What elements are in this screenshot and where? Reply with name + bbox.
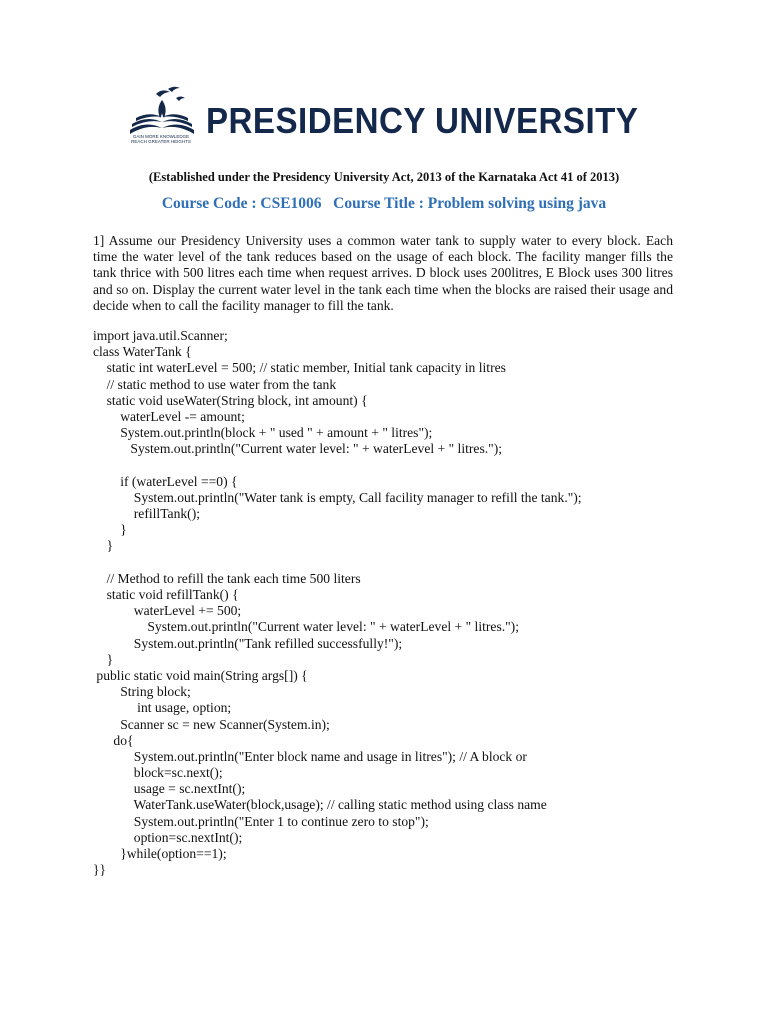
code-line: }: [93, 538, 114, 554]
code-line: System.out.println("Current water level: " + waterLevel + " litres.");: [93, 619, 519, 635]
code-line: System.out.println("Enter block name and usage in litres"); // A block or: [93, 748, 527, 764]
code-line: usage = sc.nextInt();: [93, 781, 246, 797]
question-text: 1] Assume our Presidency University uses a common water tank to supply water to every block. Each time the water level of the tank reduces based on the usage of each block. The facility manger fills the tank thrice with 500 litres each time when request arrives. D block uses 200litres, E Block uses 300 litres and so on. Display the current water level in the tank each time when the blocks are raised their usage and decide when to call the facility manager to fill the tank.: [93, 233, 673, 313]
code-line: }: [93, 522, 127, 538]
code-line: }while(option==1);: [93, 846, 227, 861]
code-line: System.out.println("Current water level: " + waterLevel + " litres.");: [93, 441, 502, 457]
code-line: if (waterLevel ==0) {: [93, 473, 238, 489]
code-line: System.out.println(block + " used " + amount + " litres");: [93, 425, 433, 441]
code-line: waterLevel -= amount;: [93, 408, 245, 424]
code-line: Scanner sc = new Scanner(System.in);: [93, 716, 330, 732]
code-line: System.out.println("Water tank is empty, Call facility manager to refill the tank.");: [93, 489, 582, 505]
code-line: // static method to use water from the tank: [93, 376, 337, 392]
code-line: System.out.println("Tank refilled successfully!");: [93, 635, 403, 651]
code-line: [93, 458, 582, 474]
code-line: }}: [93, 862, 107, 878]
code-line: static void useWater(String block, int amount) {: [93, 392, 368, 408]
code-listing: [93, 328, 582, 878]
code-line: option=sc.nextInt();: [93, 829, 243, 845]
code-line: System.out.println("Enter 1 to continue zero to stop");: [93, 813, 429, 829]
code-line: waterLevel += 500;: [93, 603, 242, 619]
code-line: int usage, option;: [93, 700, 232, 716]
code-line: static int waterLevel = 500; // static member, Initial tank capacity in litres: [93, 360, 506, 376]
code-line: // Method to refill the tank each time 500 liters: [93, 570, 361, 586]
university-name: PRESIDENCY UNIVERSITY: [206, 100, 639, 141]
code-line: block=sc.next();: [93, 765, 223, 781]
code-line: do{: [93, 732, 134, 748]
code-line: class WaterTank {: [93, 344, 192, 360]
code-line: }: [93, 651, 114, 667]
code-line: String block;: [93, 684, 191, 700]
tagline-line-2: REACH GREATER HEIGHTS: [131, 139, 191, 144]
logo-tagline: [126, 134, 196, 144]
established-note: (Established under the Presidency University Act, 2013 of the Karnataka Act 41 of 2013): [148, 170, 620, 184]
code-line: import java.util.Scanner;: [93, 328, 228, 343]
code-line: refillTank();: [93, 506, 201, 522]
code-line: static void refillTank() {: [93, 587, 239, 602]
code-line: public static void main(String args[]) {: [93, 667, 308, 683]
code-line: [93, 555, 582, 571]
tagline-line-1: GAIN MORE KNOWLEDGE: [132, 134, 190, 139]
university-header: [126, 86, 656, 156]
course-title-line: Course Code : CSE1006 Course Title : Problem solving using java: [161, 195, 607, 212]
code-line: WaterTank.useWater(block,usage); // calling static method using class name: [93, 797, 547, 813]
